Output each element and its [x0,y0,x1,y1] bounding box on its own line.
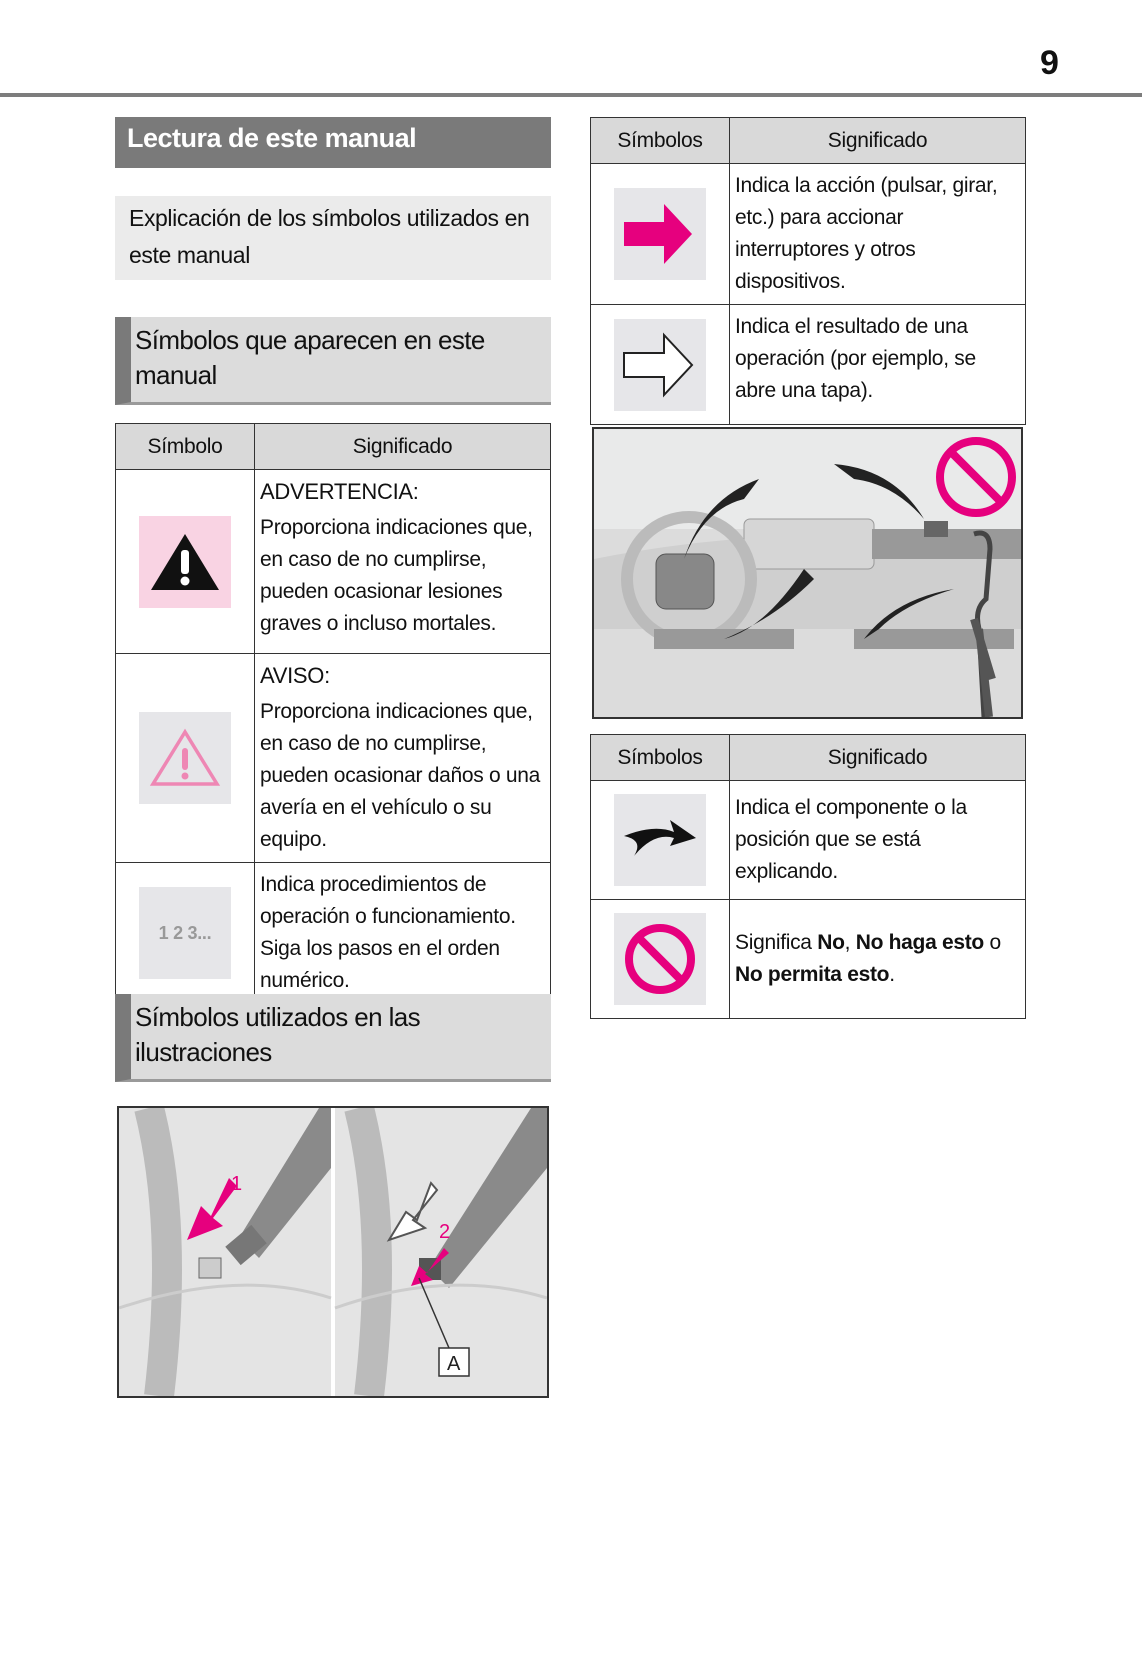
warning-triangle-pink-icon [139,712,231,804]
text-part: Significa [735,931,818,954]
section-heading-symbols-illustrations: Símbolos utilizados en las ilustraciones [115,994,551,1082]
callout-label-a: A [447,1353,461,1375]
illustration-symbols-table [590,734,1026,1019]
steps-icon-text: 1 2 3... [158,923,212,943]
arrow-filled-pink-icon [614,188,706,280]
step-label-2: 2 [439,1221,451,1243]
bold-no-haga-esto: No haga esto [855,931,984,954]
table-row [116,863,551,1004]
table-row [116,654,551,863]
prohibited-text [735,927,1020,991]
text-part: , [844,931,856,954]
column-header-meaning: Significado [255,424,551,470]
result-text: Indica el resultado de una operación (por ejemplo, se abre una tapa). [735,315,976,402]
page-title: Lectura de este manual [115,117,551,168]
step-label-1: 1 [231,1173,243,1195]
steps-text: Indica procedimientos de operación o funcionamiento. Siga los pasos en el orden numérico. [260,873,516,992]
bold-no: No [817,931,845,954]
page-number: 9 [1040,44,1059,82]
warning-heading: ADVERTENCIA: [260,479,419,504]
header-rule [0,93,1142,97]
column-header-meaning: Significado [730,118,1026,164]
arrow-outline-icon [614,319,706,411]
arrow-symbols-table [590,117,1026,425]
table-row [116,470,551,654]
text-part: . [889,963,895,986]
table-row [591,305,1026,425]
warning-text: Proporciona indicaciones que, en caso de no cumplirse, pueden ocasionar lesiones graves o incluso mortales. [260,516,533,635]
dashboard-illustration [592,427,1023,719]
action-text: Indica la acción (pulsar, girar, etc.) para accionar interruptores y otros dispositivos. [735,174,998,293]
column-header-symbols: Símbolos [591,118,730,164]
text-part: o [983,931,1001,954]
column-header-symbol: Símbolo [116,424,255,470]
column-header-symbols: Símbolos [591,735,730,781]
curved-arrow-black-icon [614,794,706,886]
seatbelt-illustration [117,1106,549,1398]
symbols-table [115,423,551,1004]
component-text: Indica el componente o la posición que se está explicando. [735,796,967,883]
table-row [591,164,1026,305]
bold-no-permita-esto: No permita esto [735,963,890,986]
column-header-meaning: Significado [730,735,1026,781]
section-heading-symbols-manual: Símbolos que aparecen en este manual [115,317,551,405]
prohibited-icon [614,913,706,1005]
steps-numbers-icon [139,887,231,979]
subtitle: Explicación de los símbolos utilizados en este manual [115,196,551,280]
table-row [591,900,1026,1019]
table-row [591,781,1026,900]
warning-triangle-black-icon [139,516,231,608]
notice-text: Proporciona indicaciones que, en caso de no cumplirse, pueden ocasionar daños o una avería en el vehículo o su equipo. [260,700,541,851]
notice-heading: AVISO: [260,663,330,688]
